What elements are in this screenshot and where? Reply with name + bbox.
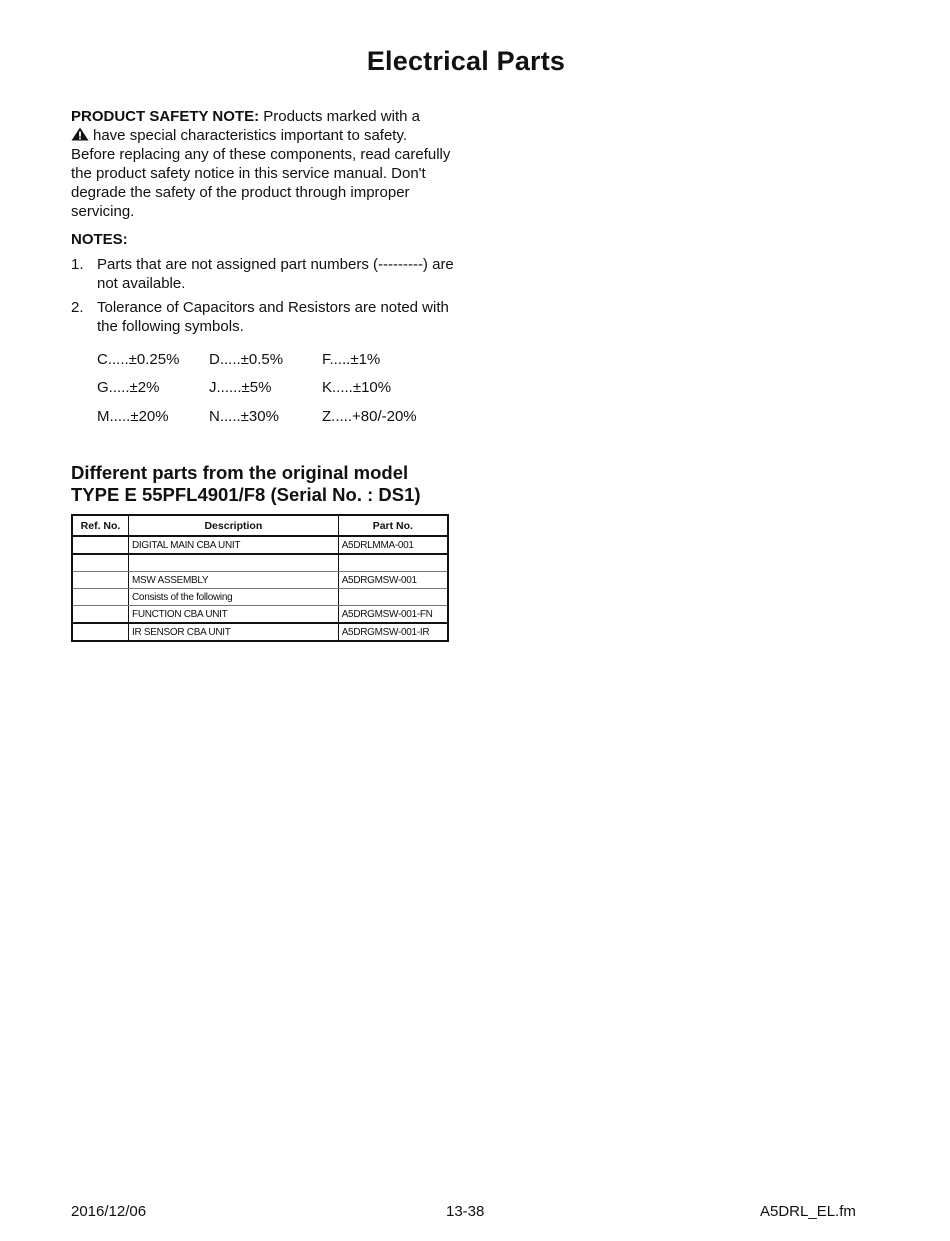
- note-text: Tolerance of Capacitors and Resistors are noted with the following symbols.: [97, 299, 449, 335]
- ref-no-cell: [72, 536, 129, 554]
- tolerance-symbol: Z.....+80/-20%: [322, 408, 417, 425]
- note-number: 2.: [71, 299, 84, 316]
- part-no-cell: [338, 589, 448, 606]
- table-row: [72, 606, 448, 624]
- tolerance-symbol: K.....±10%: [322, 379, 392, 396]
- part-no-cell: A5DRGMSW-001-FN: [338, 606, 448, 624]
- description-cell: Consists of the following: [129, 589, 339, 606]
- safety-note-body: Before replacing any of these components, read carefully the product safety notice in this service manual. Don't degrade the safety of the product through improper servicing.: [71, 146, 451, 220]
- ref-no-cell: [72, 623, 129, 641]
- tolerance-symbol: C.....±0.25%: [97, 351, 180, 368]
- description-cell: FUNCTION CBA UNIT: [129, 606, 339, 624]
- safety-note-label: PRODUCT SAFETY NOTE:: [71, 108, 260, 125]
- ref-no-cell: [72, 589, 129, 606]
- description-cell: MSW ASSEMBLY: [129, 572, 339, 589]
- description-cell: [129, 554, 339, 572]
- column-header-part-no: Part No.: [338, 515, 448, 536]
- column-header-ref-no: Ref. No.: [72, 515, 129, 536]
- tolerance-symbol: D.....±0.5%: [209, 351, 284, 368]
- footer-file-name: A5DRL_EL.fm: [760, 1203, 856, 1220]
- part-no-cell: A5DRLMMA-001: [338, 536, 448, 554]
- tolerance-symbol: G.....±2%: [97, 379, 160, 396]
- section-heading: [71, 462, 421, 506]
- tolerance-symbol: F.....±1%: [322, 351, 381, 368]
- description-cell: IR SENSOR CBA UNIT: [129, 623, 339, 641]
- section-heading-line2: TYPE E 55PFL4901/F8 (Serial No. : DS1): [71, 484, 421, 505]
- safety-note-line2: have special characteristics important to safety.: [93, 127, 408, 144]
- tolerance-symbol: J......±5%: [209, 379, 272, 396]
- table-row: [72, 623, 448, 641]
- tolerance-symbol: M.....±20%: [97, 408, 169, 425]
- warning-triangle-icon: [71, 127, 89, 141]
- part-no-cell: A5DRGMSW-001: [338, 572, 448, 589]
- note-text: Parts that are not assigned part numbers (---------) are not available.: [97, 256, 454, 292]
- table-row: [72, 572, 448, 589]
- safety-note-line1: Products marked with a: [259, 108, 420, 125]
- ref-no-cell: [72, 606, 129, 624]
- part-no-cell: A5DRGMSW-001-IR: [338, 623, 448, 641]
- section-heading-line1: Different parts from the original model: [71, 462, 409, 483]
- footer-page-number: 13-38: [446, 1203, 485, 1220]
- table-row: [72, 536, 448, 554]
- parts-table: [71, 514, 449, 642]
- column-header-description: Description: [129, 515, 339, 536]
- tolerance-symbol: N.....±30%: [209, 408, 279, 425]
- description-cell: DIGITAL MAIN CBA UNIT: [129, 536, 339, 554]
- table-row: [72, 589, 448, 606]
- table-header-row: [72, 515, 448, 536]
- part-no-cell: [338, 554, 448, 572]
- ref-no-cell: [72, 572, 129, 589]
- notes-title: NOTES:: [71, 231, 128, 248]
- product-safety-note: [71, 107, 451, 221]
- footer-date: 2016/12/06: [71, 1203, 147, 1220]
- ref-no-cell: [72, 554, 129, 572]
- note-number: 1.: [71, 256, 84, 273]
- page-title: Electrical Parts: [366, 46, 566, 76]
- table-row: [72, 554, 448, 572]
